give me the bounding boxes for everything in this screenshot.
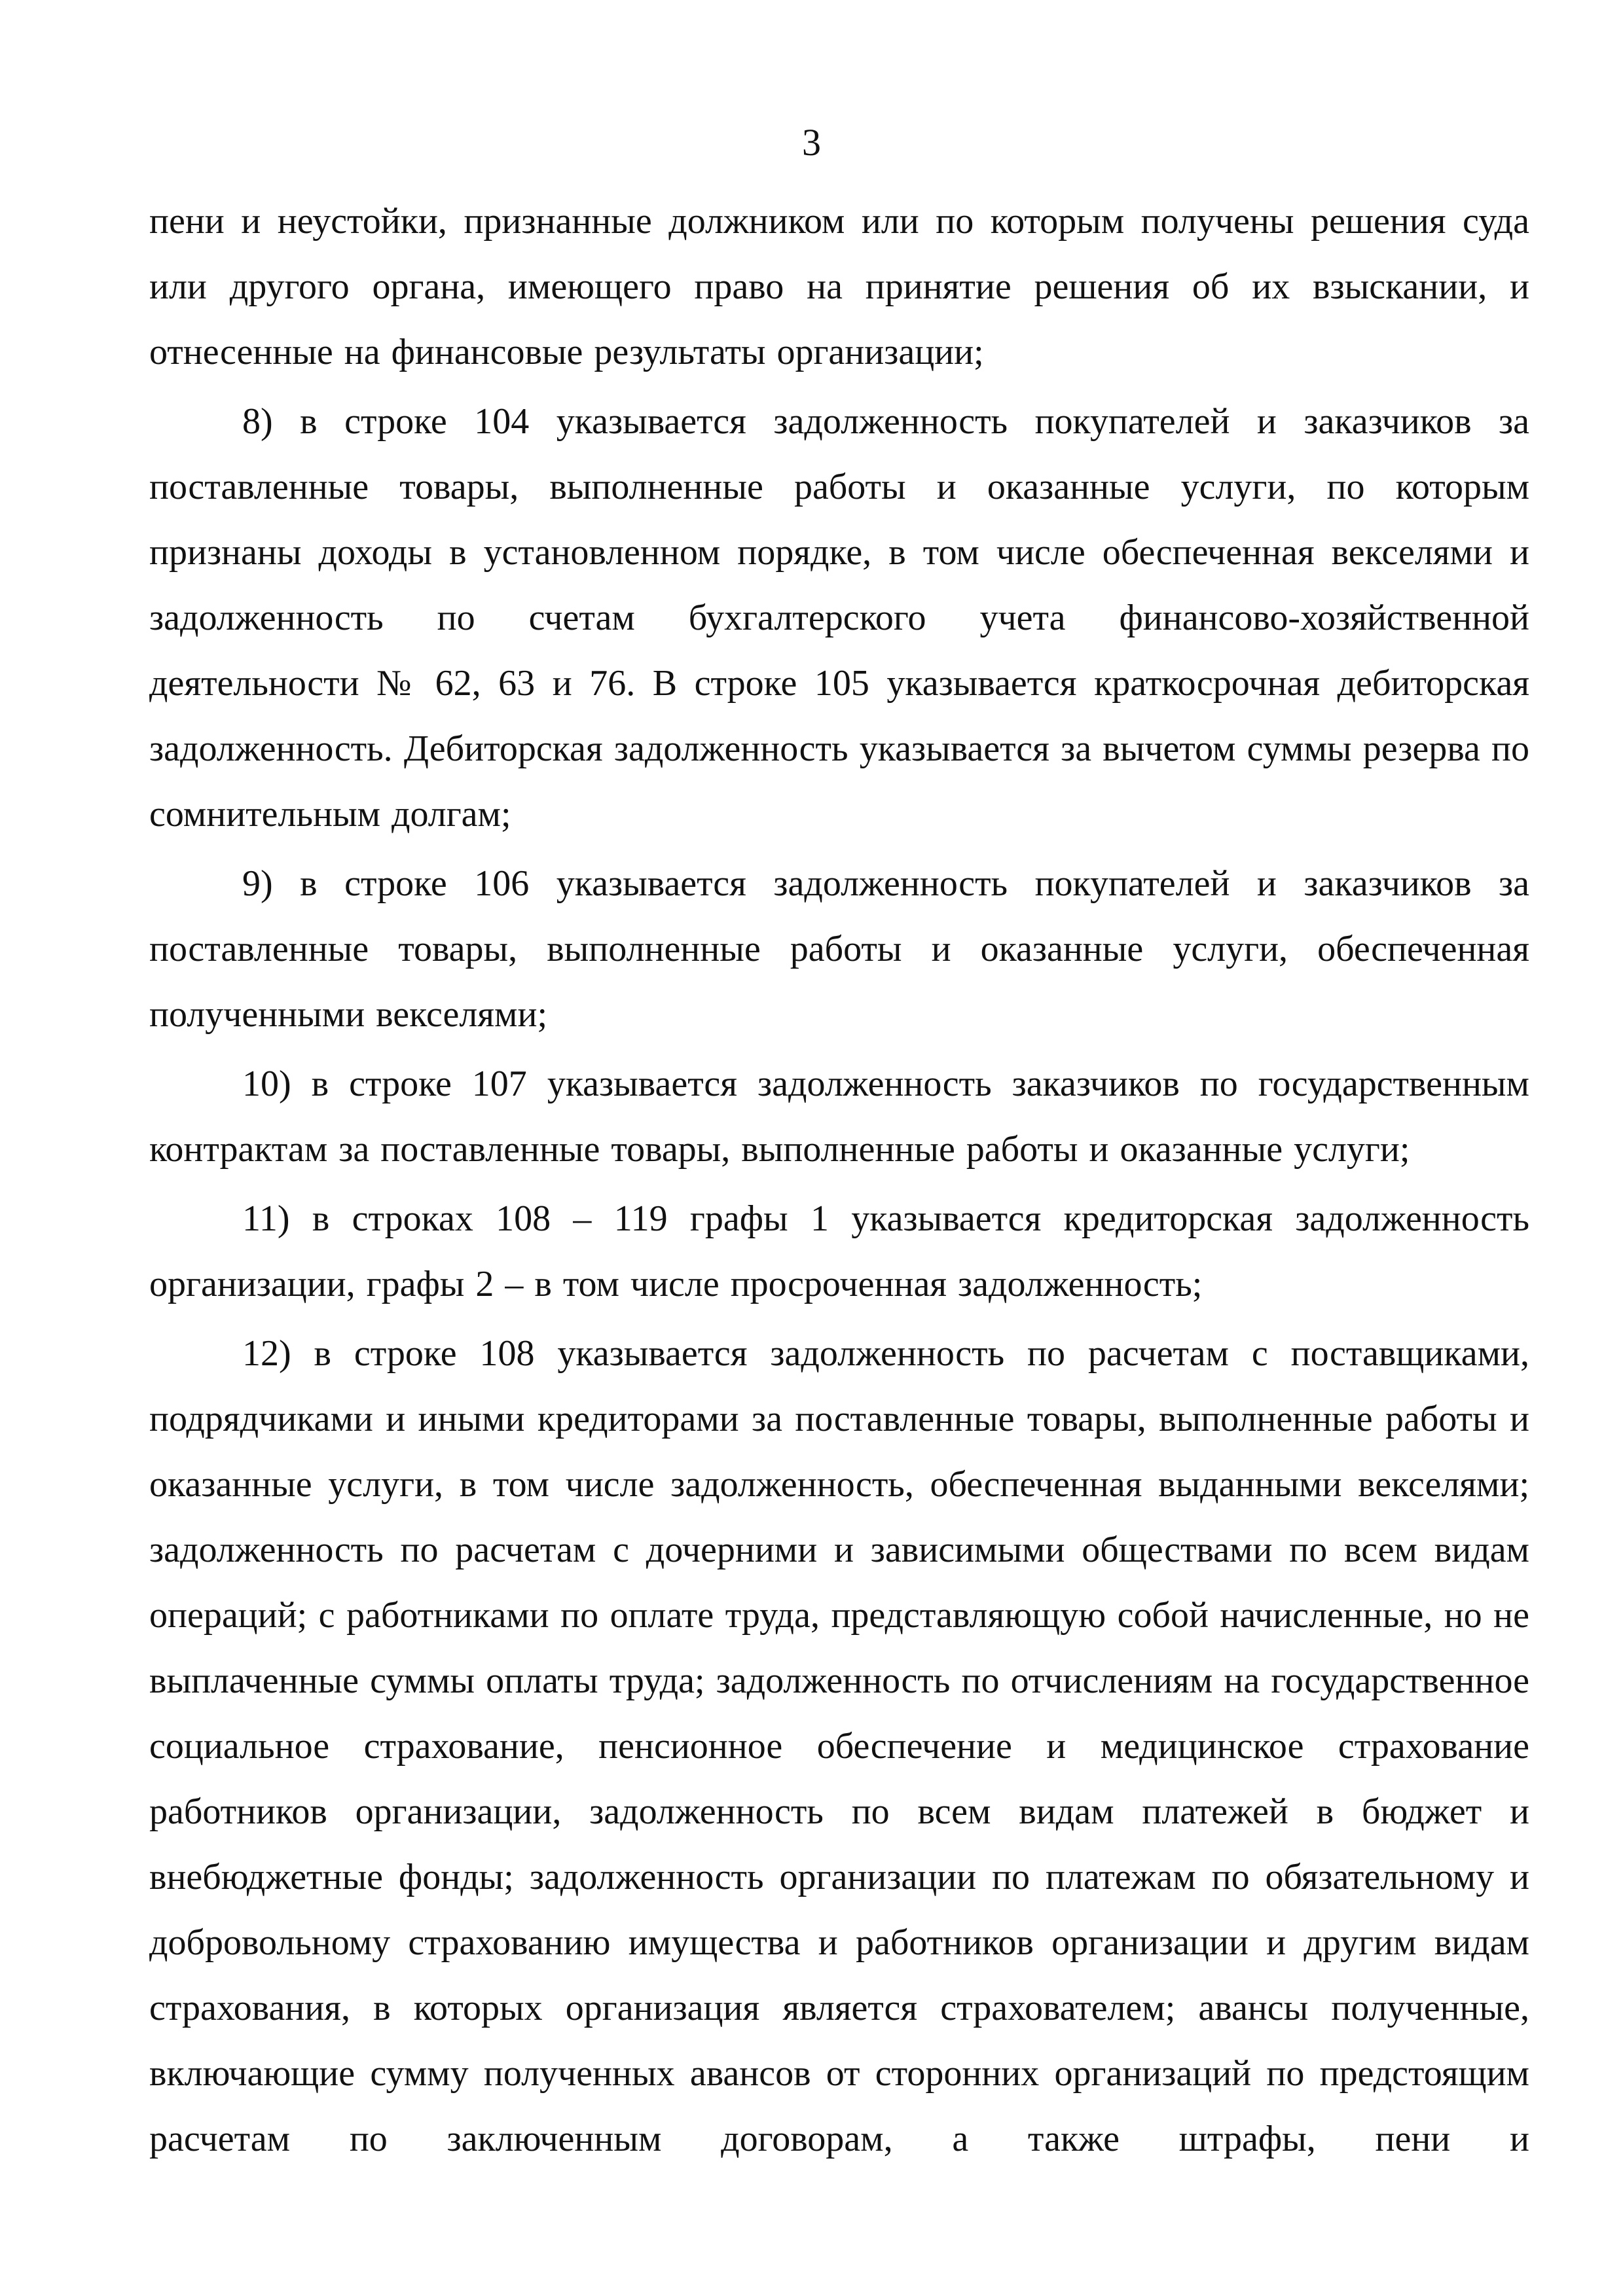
paragraph-item-8: 8) в строке 104 указывается задолженность покупателей и заказчиков за поставленные товары, выполненные работы и оказанные услуги, по которым признаны доходы в установленном порядке, в том числе обеспеченная векселями и задолженность по счетам бухгалтерского учета финансово-хозяйственной деятельности № 62, 63 и 76. В строке 105 указывается краткосрочная дебиторская задолженность. Дебиторская задолженность указывается за вычетом суммы резерва по сомнительным долгам; bbox=[149, 401, 1529, 834]
paragraph-item-12: 12) в строке 108 указывается задолженность по расчетам с поставщиками, подрядчиками и иными кредиторами за поставленные товары, выполненные работы и оказанные услуги, в том числе задолженность, обеспеченная выданными векселями; задолженность по расчетам с дочерними и зависимыми обществами по всем видам операций; с работниками по оплате труда, представляющую собой начисленные, но не выплаченные суммы оплаты труда; задолженность по отчислениям на государственное социальное страхование, пенсионное обеспечение и медицинское страхование работников организации, задолженность по всем видам платежей в бюджет и внебюджетные фонды; задолженность организации по платежам по обязательному и добровольному страхованию имущества и работников организации и другим видам страхования, в которых организация является страхователем; авансы полученные, включающие сумму полученных авансов от сторонних организаций по предстоящим расчетам по заключенным договорам, а также штрафы, пени и bbox=[149, 1333, 1529, 2159]
paragraph-item-9: 9) в строке 106 указывается задолженность покупателей и заказчиков за поставленные товары, выполненные работы и оказанные услуги, обеспеченная полученными векселями; bbox=[149, 863, 1529, 1035]
paragraph-continuation: пени и неустойки, признанные должником или по которым получены решения суда или другого органа, имеющего право на принятие решения об их взыскании, и отнесенные на финансовые результаты организации; bbox=[149, 201, 1529, 372]
paragraph-item-10: 10) в строке 107 указывается задолженность заказчиков по государственным контрактам за поставленные товары, выполненные работы и оказанные услуги; bbox=[149, 1064, 1529, 1170]
document-body bbox=[149, 188, 1529, 2172]
paragraph-item-11: 11) в строках 108 – 119 графы 1 указывается кредиторская задолженность организации, графы 2 – в том числе просроченная задолженность; bbox=[149, 1198, 1529, 1304]
page-number: 3 bbox=[802, 121, 821, 164]
